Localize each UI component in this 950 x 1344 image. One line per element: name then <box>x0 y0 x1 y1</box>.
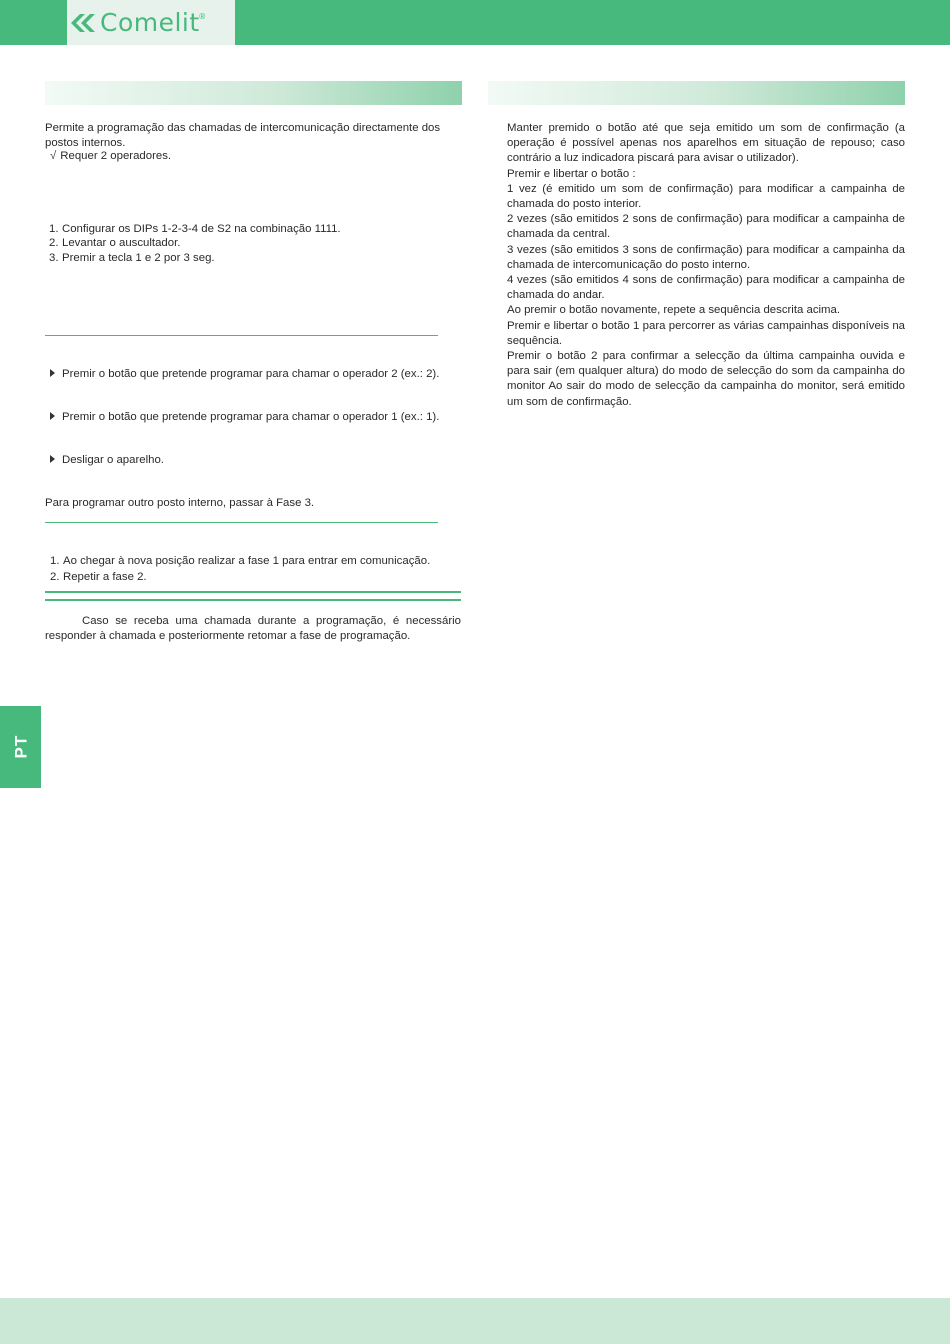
phase3-step-1: 1. Ao chegar à nova posição realizar a fase 1 para entrar em comunicação. <box>50 555 431 567</box>
next-phase-text: Para programar outro posto interno, passar à Fase 3. <box>45 497 315 509</box>
right-column-text <box>507 121 905 410</box>
step-2: 2. Levantar o auscultador. <box>49 237 181 249</box>
arrow-right-icon <box>50 455 55 463</box>
divider <box>45 522 438 523</box>
right-section-header <box>488 81 905 105</box>
left-section-header <box>45 81 462 105</box>
paragraph: Premir e libertar o botão : <box>507 167 636 180</box>
paragraph: 4 vezes (são emitidos 4 sons de confirmação) para modificar a campainha de chamada do andar. <box>507 274 905 302</box>
arrow-right-icon <box>50 412 55 420</box>
step-3: 3. Premir a tecla 1 e 2 por 3 seg. <box>49 252 215 264</box>
paragraph: Ao premir o botão novamente, repete a sequência descrita acima. <box>507 304 841 317</box>
language-tab: PT <box>0 706 41 788</box>
note-top-rule <box>45 591 461 593</box>
arrow-right-icon <box>50 369 55 377</box>
paragraph: Premir o botão 2 para confirmar a selecção da última campainha ouvida e para sair (em qualquer altura) do modo de selecção do som da campainha do monitor Ao sair do modo de selecção da campainha do monitor, será emitido um som de confirmação. <box>507 350 905 408</box>
footer-bar <box>0 1298 950 1344</box>
paragraph: 1 vez (é emitido um som de confirmação) para modificar a campainha de chamada do posto interior. <box>507 182 905 211</box>
divider <box>45 335 438 336</box>
paragraph: Manter premido o botão até que seja emitido um som de confirmação (a operação é possível apenas nos aparelhos em situação de repouso; caso contrário a luz indicadora piscará para avisar o utilizador). <box>507 122 905 165</box>
paragraph: 3 vezes (são emitidos 3 sons de confirmação) para modificar a campainha da chamada de intercomunicação do posto interno. <box>507 243 905 271</box>
requirement-note: √ Requer 2 operadores. <box>50 149 171 164</box>
bullet-operator-1: Premir o botão que pretende programar para chamar o operador 1 (ex.: 1). <box>50 410 439 425</box>
bullet-operator-2: Premir o botão que pretende programar para chamar o operador 2 (ex.: 2). <box>50 367 439 382</box>
brand-logo <box>67 0 235 45</box>
paragraph: Premir e libertar o botão 1 para percorrer as várias campainhas disponíveis na sequência. <box>507 319 905 347</box>
intro-paragraph: Permite a programação das chamadas de intercomunicação directamente dos postos internos. <box>45 122 441 150</box>
step-1: 1. Configurar os DIPs 1-2-3-4 de S2 na combinação 1111. <box>49 223 341 235</box>
note-bottom-rule <box>45 599 461 601</box>
note-paragraph: Caso se receba uma chamada durante a programação, é necessário responder à chamada e posteriormente retomar a fase de programação. <box>45 615 461 643</box>
phase3-step-2: 2. Repetir a fase 2. <box>50 571 147 583</box>
bullet-switch-off: Desligar o aparelho. <box>50 453 164 468</box>
comelit-double-chevron-icon <box>69 12 99 34</box>
check-icon: √ <box>50 150 57 162</box>
brand-name: Comelit ® <box>100 7 207 37</box>
paragraph: 2 vezes (são emitidos 2 sons de confirmação) para modificar a campainha de chamada da central. <box>507 213 905 241</box>
